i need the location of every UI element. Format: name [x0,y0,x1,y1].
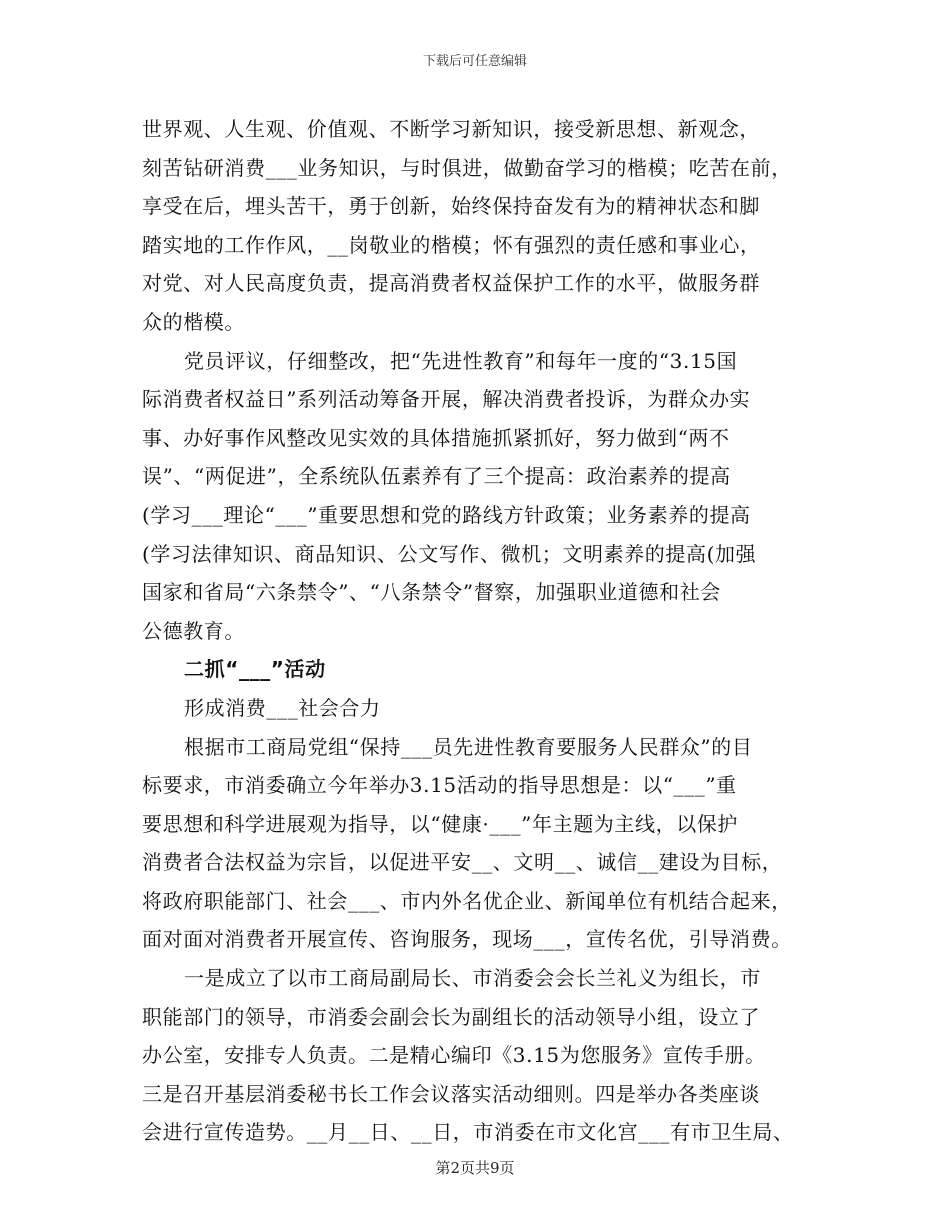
section-heading: 二抓“___”活动 [184,657,326,682]
paragraph-line: 际消费者权益日”系列活动筹备开展，解决消费者投诉，为群众办实 [142,387,751,412]
paragraph-line: 误”、“两促进”，全系统队伍素养有了三个提高：政治素养的提高 [142,464,731,489]
paragraph-line: 党员评议，仔细整改，把“先进性教育”和每年一度的“3.15国 [184,348,738,373]
paragraph-line: 消费者合法权益为宗旨，以促进平安__、文明__、诚信__建设为目标， [142,850,783,875]
paragraph-line: 标要求，市消委确立今年举办3.15活动的指导思想是：以“___”重 [142,773,737,798]
paragraph-line: 众的楷模。 [142,309,245,334]
page-header: 下载后可任意编辑 [422,54,527,69]
paragraph-line: 面对面对消费者开展宣传、咨询服务，现场___，宣传名优，引导消费。 [142,927,792,952]
paragraph-line: 享受在后，埋头苦干，勇于创新，始终保持奋发有为的精神状态和脚 [142,194,760,219]
paragraph-line: 职能部门的领导，市消委会副会长为副组长的活动领导小组，设立了 [142,1004,760,1029]
paragraph-line: 国家和省局“六条禁令”、“八条禁令”督察，加强职业道德和社会 [142,580,721,605]
paragraph-line: 世界观、人生观、价值观、不断学习新知识，接受新思想、新观念， [142,117,760,141]
paragraph-line: 公德教育。 [142,618,245,643]
paragraph-line: 根据市工商局党组“保持___员先进性教育要服务人民群众”的目 [184,734,753,759]
paragraph-line: 三是召开基层消委秘书长工作会议落实活动细则。四是举办各类座谈 [142,1081,760,1106]
paragraph-line: 对党、对人民高度负责，提高消费者权益保护工作的水平，做服务群 [142,271,760,296]
paragraph-line: 一是成立了以市工商局副局长、市消委会会长兰礼义为组长，市 [184,966,761,991]
paragraph-line: (学习法律知识、商品知识、公文写作、微机；文明素养的提高(加强 [142,541,757,566]
paragraph-line: 会进行宣传造势。__月__日、__日，市消委在市文化宫___有市卫生局、 [142,1120,794,1145]
paragraph-line: 要思想和科学进展观为指导，以“健康·___”年主题为主线，以保护 [142,811,739,836]
paragraph-line: 踏实地的工作作风，__岗敬业的楷模；怀有强烈的责任感和事业心， [142,232,761,257]
paragraph-line: 形成消费___社会合力 [184,695,381,720]
document-body [142,110,832,1152]
paragraph-line: 事、办好事作风整改见实效的具体措施抓紧抓好，努力做到“两不 [142,425,730,450]
paragraph-line: 将政府职能部门、社会___、市内外名优企业、新闻单位有机结合起来， [142,888,792,913]
paragraph-line: (学习___理论“___”重要思想和党的路线方针政策；业务素养的提高 [142,502,751,527]
page-footer: 第2页共9页 [435,1159,515,1177]
paragraph-line: 刻苦钻研消费___业务知识，与时俱进，做勤奋学习的楷模；吃苦在前， [142,155,792,180]
paragraph-line: 办公室，安排专人负责。二是精心编印《3.15为您服务》宣传手册。 [142,1043,766,1068]
